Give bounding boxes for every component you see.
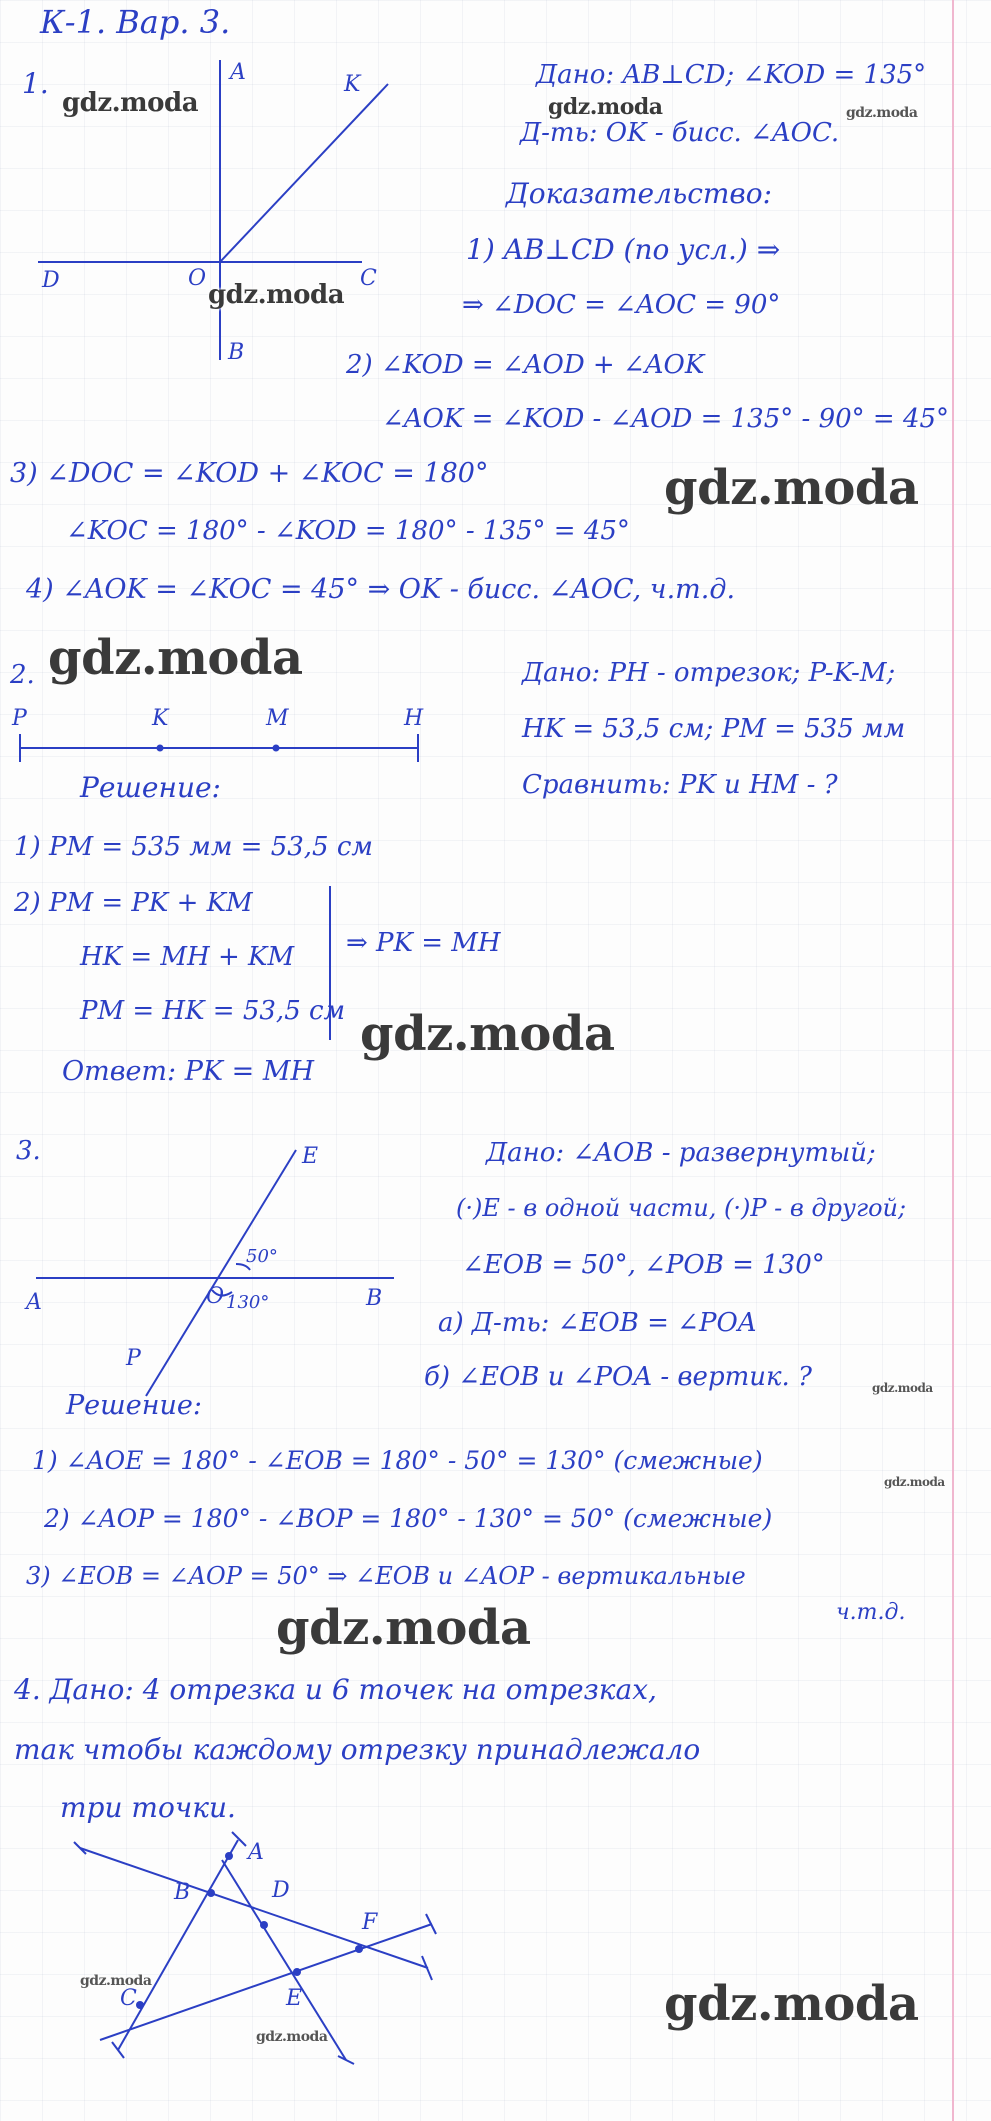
label-a3: A xyxy=(26,1290,42,1315)
task3-given-1: Дано: ∠AOB - развернутый; xyxy=(486,1138,876,1168)
tick-1b xyxy=(422,1956,432,1980)
watermark-7: gdz.moda xyxy=(360,1006,615,1062)
point-f xyxy=(355,1945,363,1953)
label-d: D xyxy=(42,268,60,293)
task3-given-2: (·)E - в одной части, (·)P - в другой; xyxy=(456,1194,907,1222)
label-b4: B xyxy=(174,1880,191,1905)
label-d4: D xyxy=(272,1878,290,1903)
task1-step-2: 2) ∠KOD = ∠AOD + ∠AOK xyxy=(346,350,705,380)
point-e xyxy=(293,1968,301,1976)
task1-given: Дано: AB⊥CD; ∠KOD = 135° xyxy=(536,60,927,90)
task2-given-1: Дано: PH - отрезок; P-K-M; xyxy=(522,658,896,688)
task2-given-2: HK = 53,5 см; PM = 535 мм xyxy=(522,714,906,744)
task1-prove: Д-ть: OK - бисс. ∠AOC. xyxy=(520,118,840,148)
variant-header: К-1. Вар. 3. xyxy=(40,3,231,41)
task3-solution-title: Решение: xyxy=(66,1390,202,1421)
task2-number: 2. xyxy=(10,660,35,690)
task1-proof-title: Доказательство: xyxy=(506,177,773,210)
label-f4: F xyxy=(362,1910,378,1935)
segment-1 xyxy=(80,1848,428,1968)
watermark-4: gdz.moda xyxy=(208,280,345,310)
point-a xyxy=(225,1852,233,1860)
label-o3: O xyxy=(206,1284,225,1309)
task1-step-3: 3) ∠DOC = ∠KOD + ∠KOC = 180° xyxy=(10,458,489,489)
task3-question-b: б) ∠EOB и ∠POA - вертик. ? xyxy=(424,1362,812,1392)
task2-step-1: 1) PM = 535 мм = 53,5 см xyxy=(14,832,373,862)
segment-2 xyxy=(118,1840,238,2050)
label-a: A xyxy=(230,60,246,85)
label-b3: B xyxy=(366,1286,383,1311)
task2-compare: Сравнить: PK и HM - ? xyxy=(522,770,838,800)
task1-step-3b: ∠KOC = 180° - ∠KOD = 180° - 135° = 45° xyxy=(66,516,630,546)
watermark-10: gdz.moda xyxy=(276,1600,531,1656)
watermark-1: gdz.moda xyxy=(62,88,199,118)
label-h: H xyxy=(404,706,424,731)
label-p3: P xyxy=(126,1346,141,1371)
point-c xyxy=(136,2001,144,2009)
watermark-9: gdz.moda xyxy=(884,1475,945,1489)
label-k2: K xyxy=(152,706,169,731)
task3-question-a: а) Д-ть: ∠EOB = ∠POA xyxy=(438,1308,757,1338)
label-c4: C xyxy=(120,1986,137,2011)
task2-answer: Ответ: PK = MH xyxy=(62,1056,315,1087)
watermark-2: gdz.moda xyxy=(548,94,663,120)
label-c: C xyxy=(360,266,377,291)
watermark-3: gdz.moda xyxy=(846,105,918,121)
task1-step-1b: ⇒ ∠DOC = ∠AOC = 90° xyxy=(462,290,781,320)
label-a4: A xyxy=(248,1840,264,1865)
watermark-13: gdz.moda xyxy=(664,1976,919,2032)
task1-step-2b: ∠AOK = ∠KOD - ∠AOD = 135° - 90° = 45° xyxy=(382,404,950,434)
task3-step-1: 1) ∠AOE = 180° - ∠EOB = 180° - 50° = 130° (смежные) xyxy=(32,1446,763,1475)
label-m: M xyxy=(266,706,289,731)
watermark-6: gdz.moda xyxy=(48,630,303,686)
label-o: O xyxy=(188,266,207,291)
task2-step-2: 2) PM = PK + KM xyxy=(14,888,253,918)
task4-line-1: 4. Дано: 4 отрезка и 6 точек на отрезках, xyxy=(14,1673,657,1706)
point-b xyxy=(207,1889,215,1897)
label-e4: E xyxy=(286,1986,303,2011)
task3-given-3: ∠EOB = 50°, ∠POB = 130° xyxy=(462,1250,825,1280)
point-d xyxy=(260,1921,268,1929)
task3-number: 3. xyxy=(16,1136,41,1166)
label-130: 130° xyxy=(226,1292,270,1313)
task1-step-1: 1) AB⊥CD (по усл.) ⇒ xyxy=(466,233,781,266)
task3-step-2: 2) ∠AOP = 180° - ∠BOP = 180° - 130° = 50° (смежные) xyxy=(44,1504,773,1533)
task2-conclusion: ⇒ PK = MH xyxy=(346,928,501,958)
task1-step-4: 4) ∠AOK = ∠KOC = 45° ⇒ OK - бисс. ∠AOC, ч.т.д. xyxy=(26,574,736,605)
label-e: E xyxy=(302,1144,319,1169)
watermark-5: gdz.moda xyxy=(664,460,919,516)
task3-qed: ч.т.д. xyxy=(836,1600,906,1625)
task4-line-3: три точки. xyxy=(60,1791,236,1824)
task3-step-3: 3) ∠EOB = ∠AOP = 50° ⇒ ∠EOB и ∠AOP - вертикальные xyxy=(26,1562,746,1590)
task2-step-2b: HK = MH + KM xyxy=(80,942,295,972)
label-b: B xyxy=(228,340,245,365)
tick-2a xyxy=(232,1832,246,1846)
tick-4b xyxy=(426,1914,436,1934)
watermark-8: gdz.moda xyxy=(872,1381,933,1395)
task1-number: 1. xyxy=(22,67,49,100)
tick-3b xyxy=(338,2056,354,2064)
task2-step-2c: PM = HK = 53,5 см xyxy=(80,996,346,1026)
label-k: K xyxy=(344,72,361,97)
tick-1a xyxy=(74,1842,86,1854)
watermark-12: gdz.moda xyxy=(256,2029,328,2045)
label-p: P xyxy=(12,706,27,731)
task2-solution-title: Решение: xyxy=(80,771,221,804)
watermark-11: gdz.moda xyxy=(80,1973,152,1989)
label-50: 50° xyxy=(246,1246,278,1267)
task4-line-2: так чтобы каждому отрезку принадлежало xyxy=(14,1733,701,1766)
